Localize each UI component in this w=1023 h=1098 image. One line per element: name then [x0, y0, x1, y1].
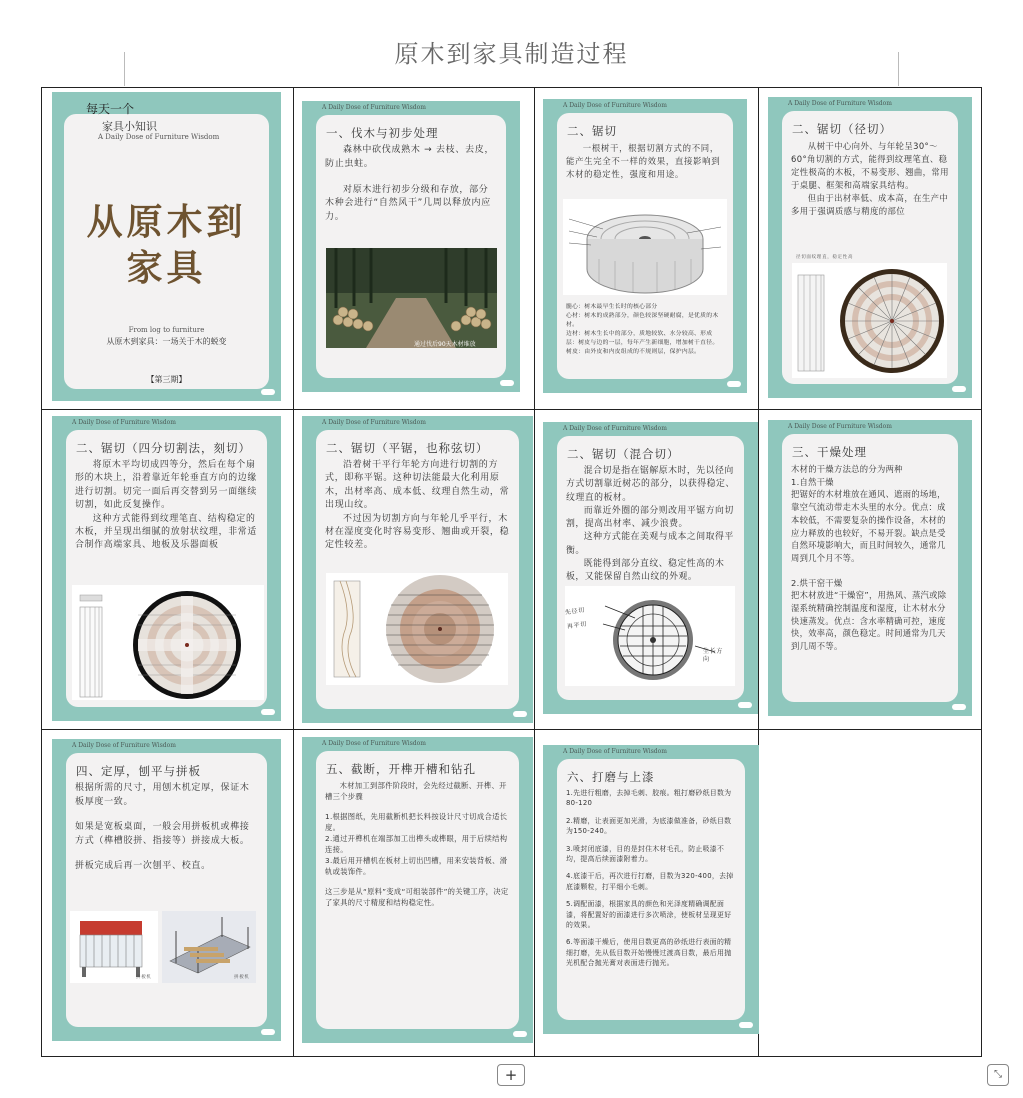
card-tag [261, 709, 275, 715]
card-title: 六、打磨与上漆 [567, 770, 655, 784]
mixed-sawn-sketch [565, 586, 735, 686]
card-tag [500, 380, 514, 386]
card-step: 3.喷封闭底漆，目的是封住木材毛孔，防止吸漆不均，提高后续面漆附着力。 [566, 844, 725, 864]
card-tag [739, 1022, 753, 1028]
margin-mark-left [124, 52, 125, 86]
card-paragraph: 2.烘干窑干燥 [791, 577, 843, 588]
card-rift-sawing[interactable] [52, 416, 281, 721]
quarter-sawn-diagram [792, 263, 947, 378]
card-step: 4.底漆干后，再次进行打磨，目数为320-400，去掉底漆颗粒，打平细小毛刺。 [566, 872, 734, 891]
card-header-en: A Daily Dose of Furniture Wisdom [563, 425, 667, 432]
card-step: 1.根据图纸，先用截断机把长料按设计尺寸切成合适长度。 [325, 812, 508, 832]
cover-card[interactable] [52, 92, 281, 401]
card-sawing[interactable] [543, 99, 747, 393]
card-header-en: A Daily Dose of Furniture Wisdom [563, 102, 667, 109]
card-tag [513, 711, 527, 717]
page-title: 原木到家具制造过程 [394, 40, 629, 68]
card-header-en: A Daily Dose of Furniture Wisdom [788, 423, 892, 430]
card-step: 3.最后用开槽机在板材上切出凹槽，用来安装背板、滑轨或装饰件。 [325, 856, 508, 876]
card-mixed-sawing[interactable] [543, 422, 758, 714]
card-title: 二、锯切（混合切） [567, 447, 680, 461]
card-step: 6.等面漆干燥后，使用目数更高的砂纸进行表面的精细打磨，先从低目数开始慢慢过渡高目数，最后用抛光机配合抛光膏对表面进行抛光。 [566, 938, 732, 968]
card-tag [738, 702, 752, 708]
panel-machine-image-b [162, 911, 256, 983]
card-paragraph: 把锯好的木材堆放在通风、遮雨的场地，靠空气流动带走木头里的水分。优点：成本较低，不需要复杂的操作设备，木材的应力释放的也较好，不易开裂。缺点是受自然环境影响大，而且时间较久，通常几周到几个月不等。 [791, 489, 946, 563]
plain-sawn-diagram [326, 573, 508, 685]
cover-top-label: 每天一个 [86, 102, 135, 116]
card-paragraph: 从树干中心向外、与年轮呈30°～60°角切割的方式，能得到纹理笔直、稳定性极高的木板，不易变形、翘曲，常用于桌腿、框架和高端家具结构。 [791, 141, 949, 190]
card-header-en: A Daily Dose of Furniture Wisdom [72, 419, 176, 426]
card-title: 二、锯切（径切） [792, 122, 892, 136]
card-paragraph: 木材加工到部件阶段时，会先经过截断、开榫、开槽三个步骤 [325, 781, 507, 801]
rift-sawn-diagram [72, 585, 264, 700]
card-tag [727, 381, 741, 387]
card-step: 2.通过开榫机在端部加工出榫头或榫眼，用于后续结构连接。 [325, 834, 508, 854]
card-title: 二、锯切 [567, 124, 617, 138]
card-title: 三、干燥处理 [792, 445, 867, 459]
card-tag [513, 1031, 527, 1037]
card-paragraph: 1.自然干燥 [791, 476, 834, 487]
diagram-note: 径切面纹理直，稳定性高 [796, 255, 854, 260]
sketch-label: 先径切 [564, 606, 586, 617]
card-paragraph: 这种方式能得到纹理笔直、结构稳定的木板，并呈现出细腻的放射状纹理，非常适合制作高端家具、地板及乐器面板 [75, 513, 257, 551]
card-header-en: A Daily Dose of Furniture Wisdom [563, 748, 667, 755]
trunk-cross-section-diagram [563, 199, 727, 295]
card-planing[interactable] [52, 739, 281, 1041]
card-paragraph: 把木材放进“干燥窑”，用热风、蒸汽或除湿系统精确控制温度和湿度，让木材水分快速蒸发。优点：含水率精确可控，速度快，效率高，颜色稳定。时间通常为几天到几周不等。 [791, 590, 947, 652]
card-step: 5.调配面漆，根据家具的颜色和光泽度精确调配面漆，将配置好的面漆进行多次喷涂，使板材呈现更好的效果。 [566, 900, 732, 930]
card-header-en: A Daily Dose of Furniture Wisdom [72, 742, 176, 749]
card-header-en: A Daily Dose of Furniture Wisdom [788, 100, 892, 107]
card-note: 髓心：树木最早生长时的核心部分 [566, 304, 658, 310]
card-title: 二、锯切（平锯，也称弦切） [326, 441, 489, 455]
card-paragraph: 但由于出材率低、成本高，在生产中多用于强调质感与精度的部位 [791, 193, 949, 216]
card-header-en: A Daily Dose of Furniture Wisdom [322, 104, 426, 111]
cover-from-cn: 从原木到家具：一场关于木的蜕变 [106, 337, 227, 346]
card-tag [261, 389, 275, 395]
card-cutting[interactable] [302, 737, 533, 1043]
expand-icon[interactable]: ⤡ [987, 1064, 1009, 1086]
card-paragraph: 森林中砍伐成熟木 → 去枝、去皮，防止虫蛀。 [325, 145, 495, 169]
card-note: 心材：树木的成熟部分，颜色较深坚硬耐腐，是优质的木材。 [566, 313, 719, 328]
card-paragraph: 既能得到部分直纹、稳定性高的木板，又能保留自然山纹的外观。 [566, 559, 725, 583]
table-divider [293, 88, 294, 1056]
card-paragraph: 将原木平均切成四等分，然后在每个扇形的木块上，沿着靠近年轮垂直方向的边缘进行切割。切完一面后再交替到另一面继续切割，如此反复操作。 [75, 460, 257, 511]
card-title: 四、定厚，刨平与拼板 [76, 764, 201, 778]
card-tag [952, 704, 966, 710]
card-quarter-sawing[interactable] [768, 97, 972, 398]
card-note: 树皮：由外皮和内皮组成的不规则层，保护内层。 [566, 349, 701, 355]
cover-sub-label: 家具小知识 [102, 120, 157, 133]
card-felling[interactable] [302, 101, 520, 392]
card-paragraph: 而靠近外圈的部分则改用平锯方向切割，提高出材率、减少浪费。 [566, 505, 734, 530]
card-plain-sawing[interactable] [302, 416, 533, 723]
card-paragraph: 对原木进行初步分级和存放，部分木种会进行“自然风干”几周以释放内应力。 [325, 184, 491, 223]
card-header-en: A Daily Dose of Furniture Wisdom [322, 740, 426, 747]
card-tag [261, 1029, 275, 1035]
card-paragraph: 不过因为切割方向与年轮几乎平行，木材在湿度变化时容易变形、翘曲或开裂，稳定性较差。 [325, 513, 510, 551]
cover-title-line2: 家具 [126, 247, 207, 289]
card-title: 五、截断，开榫开槽和钻孔 [326, 762, 476, 776]
add-row-button[interactable]: + [497, 1064, 525, 1086]
margin-mark-right [898, 52, 899, 86]
card-step: 1.先进行粗磨，去掉毛刺、胶痕。粗打磨砂纸目数为80-120 [566, 789, 732, 808]
table-divider [42, 409, 981, 410]
cover-issue: 【第三期】 [146, 375, 187, 384]
card-sanding[interactable] [543, 745, 759, 1034]
card-tag [952, 386, 966, 392]
document-table [41, 87, 982, 1057]
cover-from-en: From log to furniture [128, 326, 205, 334]
forest-road-photo [326, 248, 497, 348]
panel-machine-image-a [70, 911, 158, 983]
card-paragraph: 这三步是从“原料”变成“可组装部件”的关键工序，决定了家具的尺寸精度和结构稳定性。 [325, 887, 509, 907]
card-paragraph: 这种方式能在美观与成本之间取得平衡。 [566, 532, 734, 556]
image-caption: 拼板机 [234, 975, 250, 980]
card-paragraph: 根据所需的尺寸，用刨木机定厚，保证木板厚度一致。 [75, 783, 250, 807]
image-caption: 拼板机 [136, 975, 152, 980]
sketch-label: 生长方向 [703, 648, 724, 663]
card-paragraph: 一根树干，根据切割方式的不同，能产生完全不一样的效果，直接影响到木材的稳定性，强度和用途。 [566, 143, 721, 179]
sketch-label: 再平切 [566, 620, 588, 631]
card-title: 二、锯切（四分切割法，刻切） [76, 441, 251, 455]
cover-en-label: A Daily Dose of Furniture Wisdom [98, 133, 220, 141]
card-paragraph: 木材的干燥方法总的分为两种 [791, 464, 903, 474]
card-note: 边材：树木生长中的部分，质地较软、水分较高、形成层：树皮与边的一层，每年产生新细胞，增加树干直径。 [566, 331, 719, 346]
card-header-en: A Daily Dose of Furniture Wisdom [322, 419, 426, 426]
table-divider [42, 729, 981, 730]
card-paragraph: 混合切是指在锯解原木时，先以径向方式切割靠近树芯的部分，以获得稳定、纹理直的板材。 [566, 466, 735, 503]
photo-caption: 通过伐后90天木材堆放 [414, 341, 476, 348]
card-paragraph: 如果是宽板桌面，一般会用拼板机或榫接方式（榫槽胶拼、指接等）拼接成大板。 [75, 822, 250, 846]
card-step: 2.精磨，让表面更加光滑，为底漆做准备，砂纸目数为150-240。 [566, 816, 732, 836]
card-title: 一、伐木与初步处理 [326, 126, 439, 140]
card-drying[interactable] [768, 420, 972, 716]
cover-title-line1: 从原木到 [86, 201, 247, 243]
table-divider [534, 88, 535, 1056]
card-paragraph: 沿着树干平行年轮方向进行切割的方式，即称平锯。这种切法能最大化利用原木，出材率高、成本低、纹理自然生动，常出现山纹。 [325, 460, 510, 511]
card-paragraph: 拼板完成后再一次刨平、校直。 [75, 861, 211, 872]
